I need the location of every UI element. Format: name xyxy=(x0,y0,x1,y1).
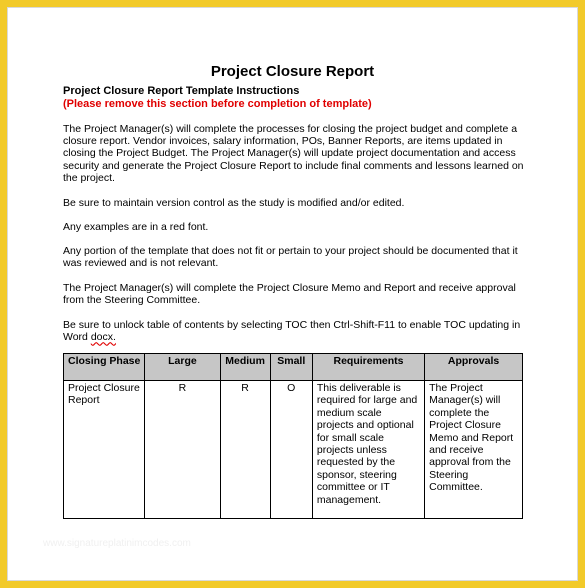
table-row xyxy=(64,381,523,519)
header-requirements: Requirements xyxy=(312,354,424,381)
toc-text: Be sure to unlock table of contents by selecting TOC then Ctrl-Shift-F11 to enable TOC updating in Word xyxy=(63,319,521,344)
watermark: www.signatureplatinimcodes.com xyxy=(43,538,191,549)
header-closing-phase: Closing Phase xyxy=(64,354,145,381)
cell-closing-phase: Project Closure Report xyxy=(64,381,145,519)
cell-large: R xyxy=(145,381,220,519)
paragraph-approval: The Project Manager(s) will complete the Project Closure Memo and Report and receive approval from the Steering Committee. xyxy=(63,282,516,307)
header-small: Small xyxy=(270,354,312,381)
paragraph-toc-unlock xyxy=(63,319,533,343)
paragraph-examples-red: Any examples are in a red font. xyxy=(63,221,209,233)
header-medium: Medium xyxy=(220,354,270,381)
paragraph-closing-process: The Project Manager(s) will complete the processes for closing the project budget and complete a closure report. Vendor invoices, salary information, POs, Banner Reports, are items updated in closing the Project Budget. The Project Manager(s) will update project documentation and access security and generate the Project Closure Report to include final comments and lessons learned on the project. xyxy=(63,123,524,184)
docx-link: docx. xyxy=(90,331,116,344)
instructions-heading: Project Closure Report Template Instructions xyxy=(63,85,300,97)
cell-approvals: The Project Manager(s) will complete the Project Closure Memo and Report and receive approval from the Steering Committee. xyxy=(425,381,523,519)
header-approvals: Approvals xyxy=(425,354,523,381)
header-large: Large xyxy=(145,354,220,381)
paragraph-not-relevant: Any portion of the template that does not fit or pertain to your project should be documented that it was reviewed and is not relevant. xyxy=(63,245,518,270)
table-header-row xyxy=(64,354,523,381)
closure-table xyxy=(63,353,523,519)
cell-requirements: This deliverable is required for large and medium scale projects and optional for small scale projects unless requested by the sponsor, steering committee or IT management. xyxy=(312,381,424,519)
remove-notice: (Please remove this section before completion of template) xyxy=(63,98,372,110)
paragraph-version-control: Be sure to maintain version control as the study is modified and/or edited. xyxy=(63,197,405,209)
page-title: Project Closure Report xyxy=(210,63,375,80)
document-page xyxy=(7,7,578,581)
cell-medium: R xyxy=(220,381,270,519)
cell-small: O xyxy=(270,381,312,519)
